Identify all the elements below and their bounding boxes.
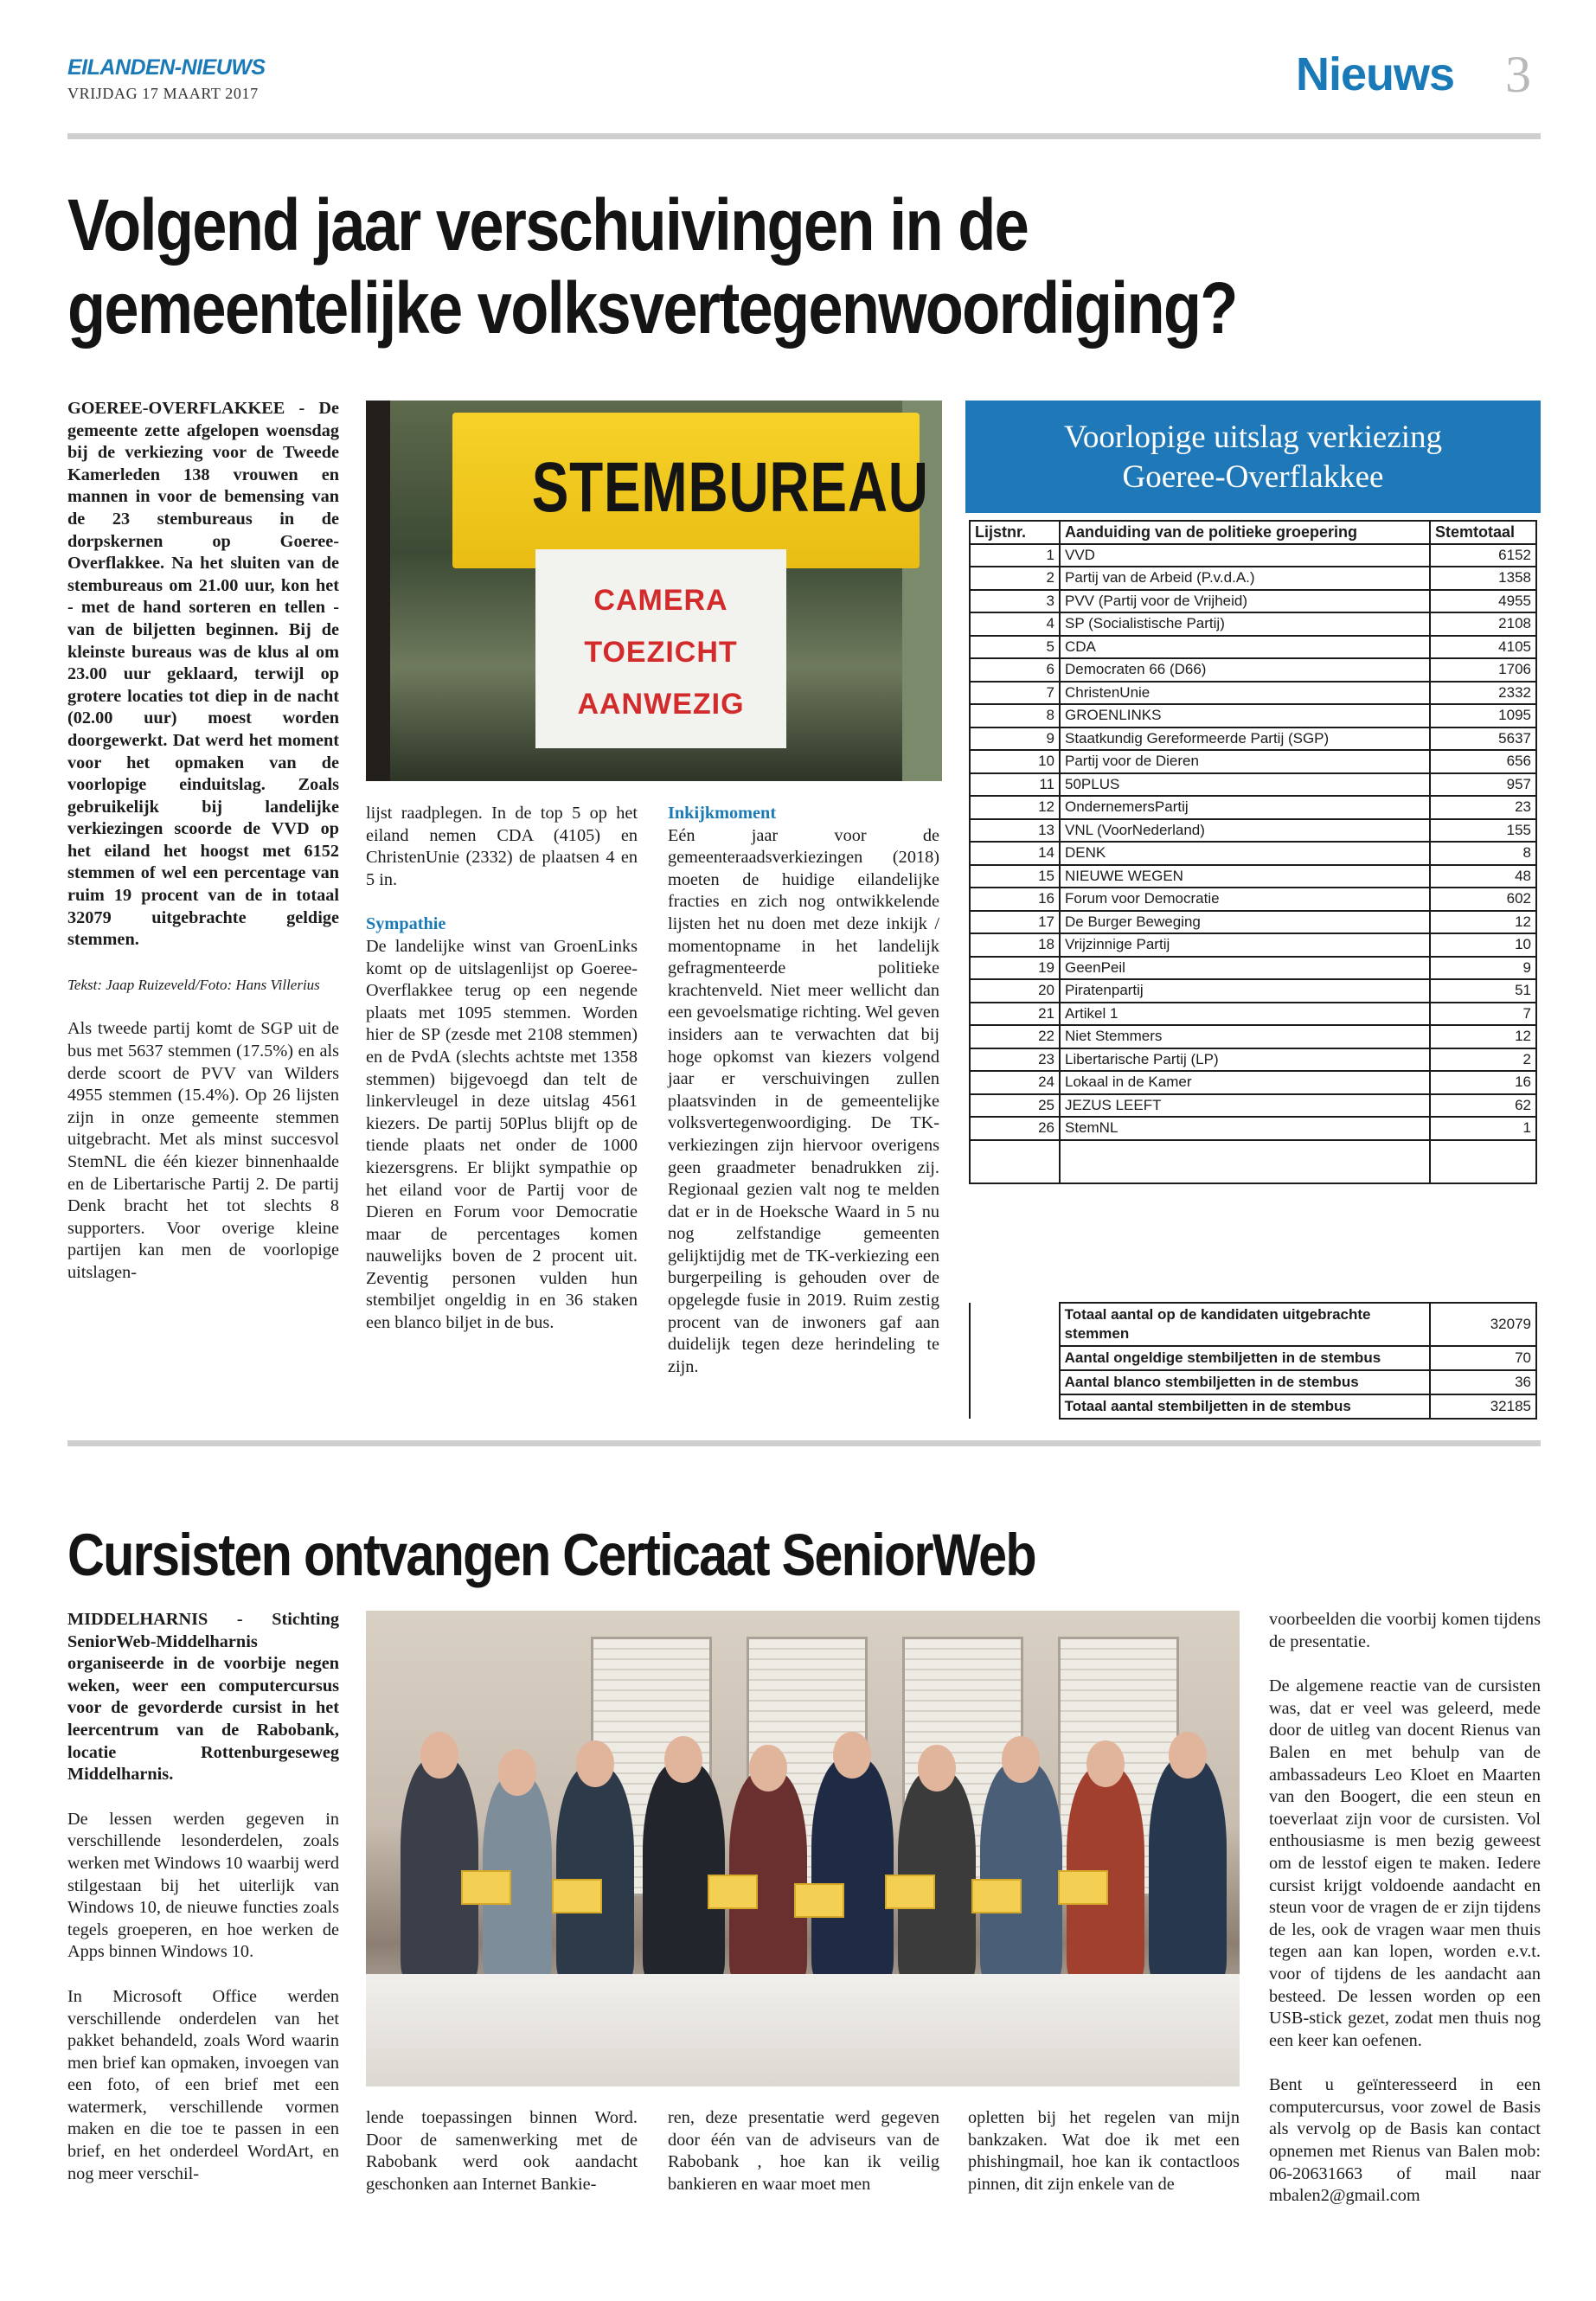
table-row (970, 1003, 1536, 1026)
list-number: 5 (970, 636, 1060, 659)
article2-col1-p2: In Microsoft Office werden verschillende onderdelen van het pakket behandeld, zoals Word waarin men brief kan opmaken, invoegen van een foto, of een brief met een watermerk, verschillende vormen maken en die toe te passen in een brief, en het onderdeel WordArt, en nog meer verschil- (67, 1986, 339, 2183)
list-number: 17 (970, 911, 1060, 934)
party-name: SP (Socialistische Partij) (1060, 612, 1430, 636)
list-number: 23 (970, 1048, 1060, 1072)
vote-total: 656 (1430, 750, 1536, 773)
table-row (970, 1071, 1536, 1094)
section-name: Nieuws (1296, 48, 1455, 100)
list-number: 15 (970, 865, 1060, 888)
table-row (970, 658, 1536, 682)
header-lijstnr: Lijstnr. (970, 521, 1060, 544)
totals-label: Totaal aantal op de kandidaten uitgebrachte stemmen (1060, 1303, 1431, 1346)
totals-row (970, 1303, 1536, 1346)
vote-total: 23 (1430, 796, 1536, 819)
article2-col1-p1: De lessen werden gegeven in verschillende lesonderdelen, zoals werken met Windows 10 waarbij werd stilgestaan bij het uiterlijk van Windows 10, de nieuwe functies zoals tegels groeperen, en hoe werken de Apps binnen Windows 10. (67, 1809, 339, 1962)
article2-col5-p2: De algemene reactie van de cursisten was, dat er veel was geleerd, mede door de uitleg van docent Rienus van Balen en met behulp van de ambassadeurs Leo Kloet en Maarten van den Boogert, die een steun en toeverlaat zijn voor de cursisten. Vol enthousiasme is men bezig geweest om de lesstof eigen te maken. Iedere cursist krijgt voldoende aandacht en steun voor de vragen de er zijn tijdens de les, ook de vragen waar men thuis tegen aan kan lopen, worden e.v.t. voor of tijdens de les aandacht aan besteed. De lessen worden op een USB-stick gezet, zodat men thuis nog een keer kan oefenen. (1269, 1676, 1541, 2050)
table-row (970, 727, 1536, 751)
vote-total: 7 (1430, 1003, 1536, 1026)
list-number: 18 (970, 933, 1060, 957)
stembureau-sign (452, 413, 929, 568)
article1-col3-p1: Eén jaar voor de gemeenteraadsverkiezingen (2018) moeten de huidige eilandelijke fracties en zich nog ontwikkelende lijsten het nu doen met deze inkijk / momentopname in het landelijk gefragmenteerde politieke krachtenveld. Niet meer wellicht dan een gevoelsmatige richting. Wel geven insiders aan te verwachten dat bij hoge opkomst van kiezers volgend jaar er verschuivingen zullen plaatsvinden in de gemeentelijke volksvertegenwoordiging. De TK-verkiezingen zijn hiervoor overigens geen graadmeter benadrukken zij. Regionaal gezien valt nog te melden dat er in de Hoeksche Waard in 5 nu nog zelfstandige gemeenten gelijktijdig met de TK-verkiezing een burgerpeiling is gehouden over de opgelegde fusie in 2019. Ruim zestig procent van de inwoners gaf aan duidelijk tegen deze herindeling te zijn. (668, 825, 939, 1376)
article1-col1-body: Als tweede partij komt de SGP uit de bus met 5637 stemmen (17.5%) en als derde scoort de PVV van Wilders 4955 stemmen (15.4%). Op 26 lijsten zijn in onze gemeente stemmen uitgebracht. Met als minst succesvol StemNL die één kiezer binnenhaalde en de Libertarische Partij 2. De partij Denk bracht het tot slechts 8 supporters. Voor overige kleine partijen kan men de voorlopige uitslagen- (67, 1019, 339, 1282)
table-row (970, 957, 1536, 980)
vote-total: 1095 (1430, 704, 1536, 727)
totals-value: 36 (1430, 1370, 1536, 1394)
list-number: 14 (970, 842, 1060, 865)
results-table-box (965, 401, 1541, 1414)
camera-sign-line2: TOEZICHT (584, 636, 738, 669)
vote-total: 1358 (1430, 567, 1536, 590)
middle-rule (67, 1440, 1541, 1446)
list-number: 2 (970, 567, 1060, 590)
vote-total: 2 (1430, 1048, 1536, 1072)
party-name: Forum voor Democratie (1060, 888, 1430, 911)
vote-total: 48 (1430, 865, 1536, 888)
masthead-brand: EILANDEN-NIEUWS (67, 55, 266, 80)
results-table (969, 520, 1537, 1184)
table-row (970, 590, 1536, 613)
list-number: 1 (970, 544, 1060, 567)
article2-col3-text: ren, deze presentatie werd gegeven door één van de adviseurs van de Rabobank , hoe kan ik veilig bankieren en waar moet men (668, 2108, 939, 2194)
article2-col5 (1269, 1609, 1541, 2208)
vote-total: 957 (1430, 773, 1536, 797)
vote-total: 4105 (1430, 636, 1536, 659)
list-number: 6 (970, 658, 1060, 682)
list-number: 13 (970, 819, 1060, 843)
results-totals (969, 1302, 1537, 1420)
party-name: VNL (VoorNederland) (1060, 819, 1430, 843)
table-row (970, 979, 1536, 1003)
party-name: Staatkundig Gereformeerde Partij (SGP) (1060, 727, 1430, 751)
party-name: CDA (1060, 636, 1430, 659)
party-name: StemNL (1060, 1117, 1430, 1140)
party-name: De Burger Beweging (1060, 911, 1430, 934)
article1-dateline: GOEREE-OVERFLAKKEE - (67, 399, 305, 418)
photo-credit: Tekst: Jaap Ruizeveld/Foto: Hans Villerius (67, 976, 320, 993)
list-number: 4 (970, 612, 1060, 636)
list-number: 21 (970, 1003, 1060, 1026)
vote-total: 16 (1430, 1071, 1536, 1094)
totals-row (970, 1394, 1536, 1419)
article2-col4 (968, 2107, 1240, 2195)
table-row (970, 612, 1536, 636)
article1-col2-p1: lijst raadplegen. In de top 5 op het eiland nemen CDA (4105) en ChristenUnie (2332) de plaatsen 4 en 5 in. (366, 804, 638, 889)
vote-total: 2108 (1430, 612, 1536, 636)
subhead-sympathie: Sympathie (366, 914, 446, 934)
article2-col2 (366, 2107, 638, 2195)
table-row (970, 544, 1536, 567)
vote-total: 602 (1430, 888, 1536, 911)
article1-headline-line2: gemeentelijke volksvertegenwoordiging? (67, 267, 1237, 349)
party-name: Vrijzinnige Partij (1060, 933, 1430, 957)
totals-label: Aantal blanco stembiljetten in de stembus (1060, 1370, 1431, 1394)
vote-total: 12 (1430, 911, 1536, 934)
stembureau-sign-text: STEMBUREAU (531, 448, 929, 527)
vote-total: 6152 (1430, 544, 1536, 567)
table-row (970, 796, 1536, 819)
seniorweb-group-photo (366, 1611, 1240, 2086)
vote-total: 51 (1430, 979, 1536, 1003)
article2-col4-text: opletten bij het regelen van mijn bankzaken. Wat doe ik met een phishingmail, hoe kan ik contactloos pinnen, dit zijn enkele van de (968, 2108, 1240, 2194)
results-header-row (970, 521, 1536, 544)
article2-col2-text: lende toepassingen binnen Word. Door de samenwerking met de Rabobank werd ook aandacht geschonken aan Internet Bankie- (366, 2108, 638, 2194)
article1-col1 (67, 398, 339, 1285)
party-name: OndernemersPartij (1060, 796, 1430, 819)
party-name: Niet Stemmers (1060, 1025, 1430, 1048)
table-row (970, 567, 1536, 590)
vote-total: 8 (1430, 842, 1536, 865)
camera-sign-line1: CAMERA (593, 584, 728, 617)
list-number: 12 (970, 796, 1060, 819)
article1-col2 (366, 803, 638, 1335)
party-name: JEZUS LEEFT (1060, 1094, 1430, 1118)
party-name: Piratenpartij (1060, 979, 1430, 1003)
table-spacer-row (970, 1140, 1536, 1183)
list-number: 16 (970, 888, 1060, 911)
list-number: 19 (970, 957, 1060, 980)
vote-total: 1 (1430, 1117, 1536, 1140)
party-name: PVV (Partij voor de Vrijheid) (1060, 590, 1430, 613)
list-number: 24 (970, 1071, 1060, 1094)
header-stemtotaal: Stemtotaal (1430, 521, 1536, 544)
table-row (970, 819, 1536, 843)
table-row (970, 842, 1536, 865)
article1-headline-line1: Volgend jaar verschuivingen in de (67, 184, 1029, 266)
vote-total: 12 (1430, 1025, 1536, 1048)
list-number: 22 (970, 1025, 1060, 1048)
table-row (970, 888, 1536, 911)
article2-col5-p1: voorbeelden die voorbij komen tijdens de presentatie. (1269, 1610, 1541, 1651)
party-name: 50PLUS (1060, 773, 1430, 797)
party-name: GROENLINKS (1060, 704, 1430, 727)
party-name: ChristenUnie (1060, 682, 1430, 705)
party-name: Lokaal in de Kamer (1060, 1071, 1430, 1094)
vote-total: 62 (1430, 1094, 1536, 1118)
vote-total: 2332 (1430, 682, 1536, 705)
totals-label: Totaal aantal stembiljetten in de stembus (1060, 1394, 1431, 1419)
table-row (970, 1048, 1536, 1072)
article2-col5-p3: Bent u geïnteresseerd in een computercursus, voor zowel de Basis als vervolg op de Basis kan contact opnemen met Rienus van Balen mob: 06-20631663 of mail naar mbalen2@gmail.com (1269, 2075, 1541, 2206)
list-number: 10 (970, 750, 1060, 773)
vote-total: 5637 (1430, 727, 1536, 751)
table-row (970, 636, 1536, 659)
party-name: VVD (1060, 544, 1430, 567)
list-number: 26 (970, 1117, 1060, 1140)
page-number: 3 (1505, 46, 1531, 103)
top-rule (67, 133, 1541, 139)
table-row (970, 704, 1536, 727)
totals-row (970, 1346, 1536, 1370)
totals-value: 32185 (1430, 1394, 1536, 1419)
masthead-date: VRIJDAG 17 MAART 2017 (67, 85, 259, 102)
party-name: DENK (1060, 842, 1430, 865)
stembureau-photo (366, 401, 942, 781)
party-name: Partij voor de Dieren (1060, 750, 1430, 773)
vote-total: 9 (1430, 957, 1536, 980)
table-row (970, 1094, 1536, 1118)
party-name: Artikel 1 (1060, 1003, 1430, 1026)
party-name: NIEUWE WEGEN (1060, 865, 1430, 888)
party-name: Libertarische Partij (LP) (1060, 1048, 1430, 1072)
results-table-title (965, 401, 1541, 513)
vote-total: 10 (1430, 933, 1536, 957)
table-row (970, 933, 1536, 957)
article1-lead-text: De gemeente zette afgelopen woensdag bij de verkiezing voor de Tweede Kamerleden 138 vrouwen en mannen in voor de bemensing van de 23 stembureaus in de dorpskernen op Goeree-Overflakkee. Na het sluiten van de stembureaus om 21.00 uur, kon het - met de hand sorteren en tellen - van de biljetten beginnen. Bij de kleinste bureaus was de klus al om 23.00 uur geklaard, terwijl op grotere locaties tot diep in de nacht (02.00 uur) moest worden doorgewerkt. Dat werd het moment voor het opmaken van de voorlopige einduitslag. Zoals gebruikelijk bij landelijke verkiezingen scoorde de VVD op het eiland het hoogst met 6152 stemmen of wel een percentage van ruim 19 procent van de in totaal 32079 uitgebrachte geldige stemmen. (67, 399, 339, 950)
totals-label: Aantal ongeldige stembiljetten in de stembus (1060, 1346, 1431, 1370)
table-row (970, 750, 1536, 773)
subhead-inkijkmoment: Inkijkmoment (668, 804, 777, 823)
article2-lead: MIDDELHARNIS - Stichting SeniorWeb-Middelharnis organiseerde in de voorbije negen weken, weer een computercursus voor de gevorderde cursist in het leercentrum van de Rabobank, locatie Rottenburgeseweg Middelharnis. (67, 1610, 339, 1785)
table-row (970, 1117, 1536, 1140)
totals-value: 70 (1430, 1346, 1536, 1370)
header-groepering: Aanduiding van de politieke groepering (1060, 521, 1430, 544)
article2-col1 (67, 1609, 339, 2185)
vote-total: 1706 (1430, 658, 1536, 682)
list-number: 25 (970, 1094, 1060, 1118)
totals-row (970, 1370, 1536, 1394)
totals-value: 32079 (1430, 1303, 1536, 1346)
article1-lead (67, 398, 339, 952)
camera-sign-line3: AANWEZIG (577, 688, 745, 721)
list-number: 3 (970, 590, 1060, 613)
table-row (970, 773, 1536, 797)
list-number: 8 (970, 704, 1060, 727)
camera-sign (535, 549, 786, 748)
table-row (970, 911, 1536, 934)
party-name: Democraten 66 (D66) (1060, 658, 1430, 682)
table-row (970, 682, 1536, 705)
article1-headline (67, 183, 1237, 349)
vote-total: 4955 (1430, 590, 1536, 613)
list-number: 7 (970, 682, 1060, 705)
vote-total: 155 (1430, 819, 1536, 843)
article2-headline: Cursisten ontvangen Certicaat SeniorWeb (67, 1522, 1035, 1588)
article2-col3 (668, 2107, 939, 2195)
article1-col3 (668, 803, 939, 1378)
party-name: GeenPeil (1060, 957, 1430, 980)
table-row (970, 1025, 1536, 1048)
results-title-line2: Goeree-Overflakkee (1122, 459, 1384, 495)
list-number: 11 (970, 773, 1060, 797)
results-title-line1: Voorlopige uitslag verkiezing (1063, 420, 1443, 455)
list-number: 20 (970, 979, 1060, 1003)
article1-col2-p2: De landelijke winst van GroenLinks komt op de uitslagenlijst op Goeree-Overflakkee terug op een negende plaats met 1095 stemmen. Worden hier de SP (zesde met 2108 stemmen) en de PvdA (slechts achtste met 1358 stemmen) bijgevoegd dan telt de linkervleugel in deze uitslag 4561 kiezers. De partij 50Plus blijft op de tiende plaats net onder de 1000 kiezersgrens. Er blijkt sympathie op het eiland voor de Partij voor de Dieren en Forum voor Democratie maar de percentages komen nauwelijks boven de 2 procent uit. Zeventig personen vulden hun stembiljet ongeldig in en 36 staken een blanco biljet in de bus. (366, 936, 638, 1333)
party-name: Partij van de Arbeid (P.v.d.A.) (1060, 567, 1430, 590)
list-number: 9 (970, 727, 1060, 751)
table-row (970, 865, 1536, 888)
